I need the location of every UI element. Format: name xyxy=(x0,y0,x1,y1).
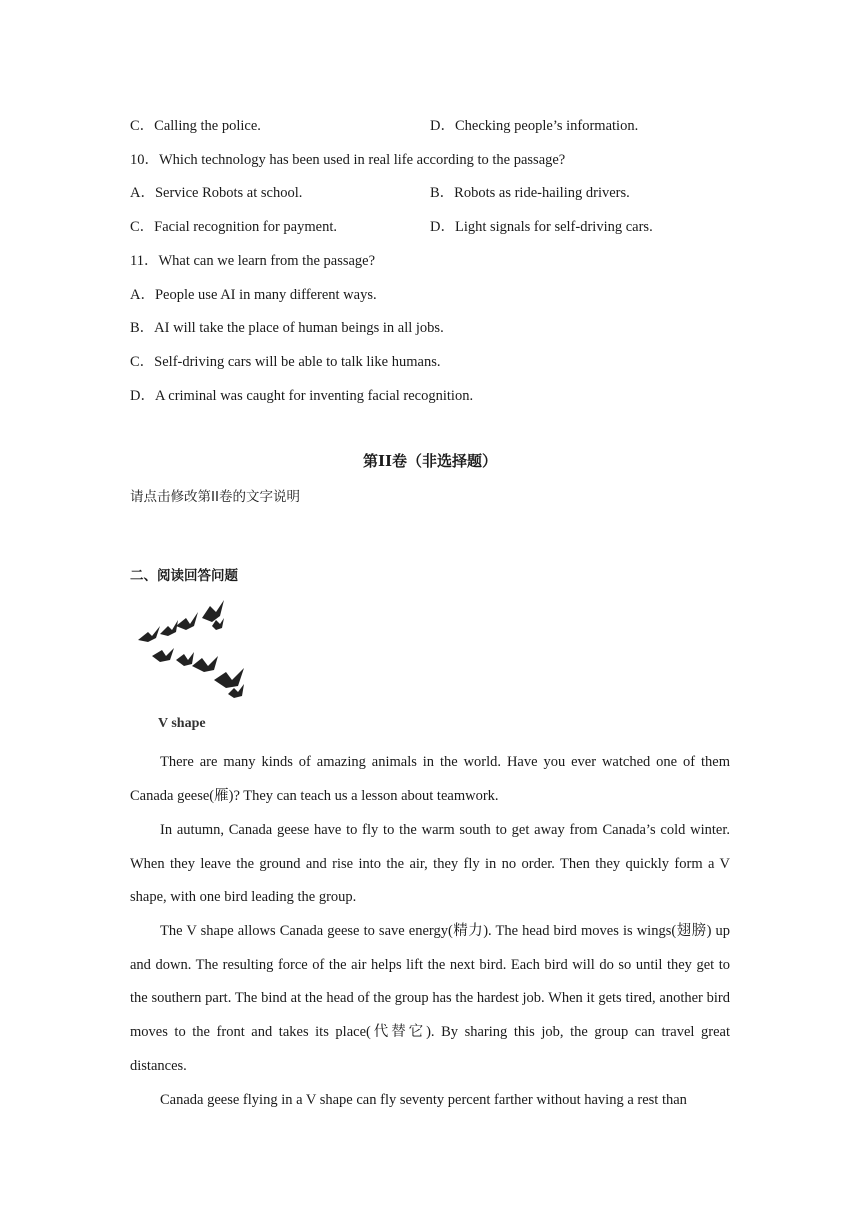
figure-caption: V shape xyxy=(158,716,206,731)
q11-option-b: B．AI will take the place of human beings in all jobs. xyxy=(130,320,444,336)
passage-paragraph-1: There are many kinds of amazing animals in the world. Have you ever watched one of them Canada geese(雁)? They can teach us a lesson about teamwork. xyxy=(130,754,730,804)
q10-option-c: C．Facial recognition for payment. xyxy=(130,219,337,235)
q11-option-d: D．A criminal was caught for inventing facial recognition. xyxy=(130,388,474,404)
q11-option-a: A．People use AI in many different ways. xyxy=(130,287,377,303)
q10-option-b: B．Robots as ride-hailing drivers. xyxy=(430,185,630,201)
q10-option-d: D．Light signals for self-driving cars. xyxy=(430,219,653,235)
q10-option-a: A．Service Robots at school. xyxy=(130,185,303,201)
q9-option-d: D．Checking people’s information. xyxy=(430,118,639,134)
passage-paragraph-4: Canada geese flying in a V shape can fly seventy percent farther without having a rest than xyxy=(160,1092,687,1108)
q11-option-c: C．Self-driving cars will be able to talk like humans. xyxy=(130,354,441,370)
passage-paragraph-2: In autumn, Canada geese have to fly to the warm south to get away from Canada’s cold winter. When they leave the ground and rise into the air, they fly in no order. Then they quickly form a V shape, with one bird leading the group. xyxy=(130,822,730,906)
part2-note: 请点击修改第II卷的文字说明 xyxy=(130,489,300,505)
q10-question: 10．Which technology has been used in real life according to the passage? xyxy=(130,152,566,168)
section-heading: 二、阅读回答问题 xyxy=(130,568,238,584)
part2-title: 第II卷（非选择题） xyxy=(362,452,498,470)
passage-paragraph-3: The V shape allows Canada geese to save energy(精力). The head bird moves is wings(翅膀) up and down. The resulting force of the air helps lift the next bird. Each bird will do so until they get to the southern part. The bind at the head of the group has the hardest job. When it gets tired, another bird moves to the front and takes its place(代替它). By sharing this job, the group can travel great distances. xyxy=(130,923,730,1074)
q9-option-c: C．Calling the police. xyxy=(130,118,261,134)
q11-question: 11．What can we learn from the passage? xyxy=(130,253,376,269)
